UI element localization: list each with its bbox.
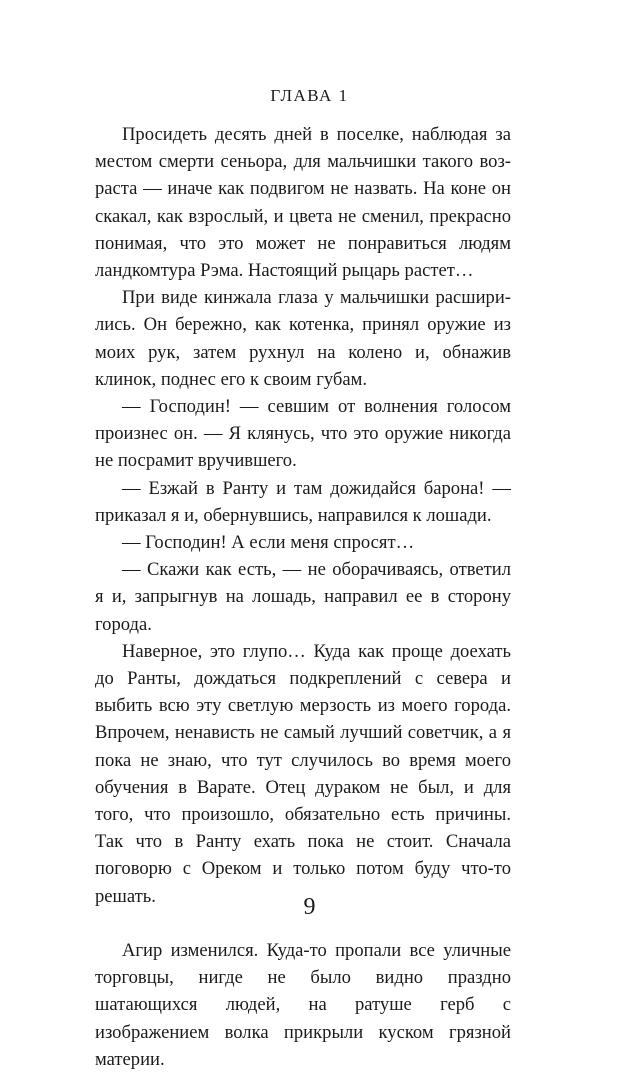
paragraph: — Господин! — севшим от волнения голосом произнес он. — Я клянусь, что это оружие никогда не посрамит вручившего. [95,396,511,472]
paragraph: При виде кинжала глаза у мальчишки расширились. Он бережно, как котенка, принял оружие из моих рук, затем рухнул на колено и, обнажив клинок, поднес его к своим губам. [95,287,511,390]
page-number: 9 [303,894,316,920]
paragraph: Просидеть десять дней в поселке, наблюдая за местом смерти сеньора, для мальчишки такого возраста — иначе как подвигом не назвать. На коне он скакал, как взрослый, и цвета не сменил, прекрасно понимая, что это может не понравиться людям ландкомтура Рэма. Настоящий рыцарь растет… [95,124,511,282]
paragraph: Наверное, это глупо… Куда как проще доехать до Ранты, дождаться подкреплений с севера и выбить всю эту светлую мерзость из моего города. Впрочем, ненависть не самый лучший советчик, а я пока не знаю, что тут случилось во время моего обучения в Варате. Отец дураком не был, и для того, что произошло, обязательно есть причины. Так что в Ранту ехать пока не стоит. Сначала поговорю с Ореком и только потом буду что-то решать. [95,640,511,907]
paragraph: — Господин! А если меня спросят… [122,532,415,554]
body-text [95,121,511,1073]
running-head: ГЛАВА 1 [270,86,349,105]
paragraph: — Езжай в Ранту и там дожидайся барона! — приказал я и, обернувшись, направился к лошади. [95,477,511,526]
paragraph: — Скажи как есть, — не оборачиваясь, ответил я и, запрыгнув на лошадь, направил ее в сторону города. [95,559,511,635]
paragraph: Агир изменился. Куда-то пропали все уличные торговцы, нигде не было видно праздно шатающихся людей, на ратуше герб с изображением волка прикрыли куском грязной материи. [95,939,511,1070]
